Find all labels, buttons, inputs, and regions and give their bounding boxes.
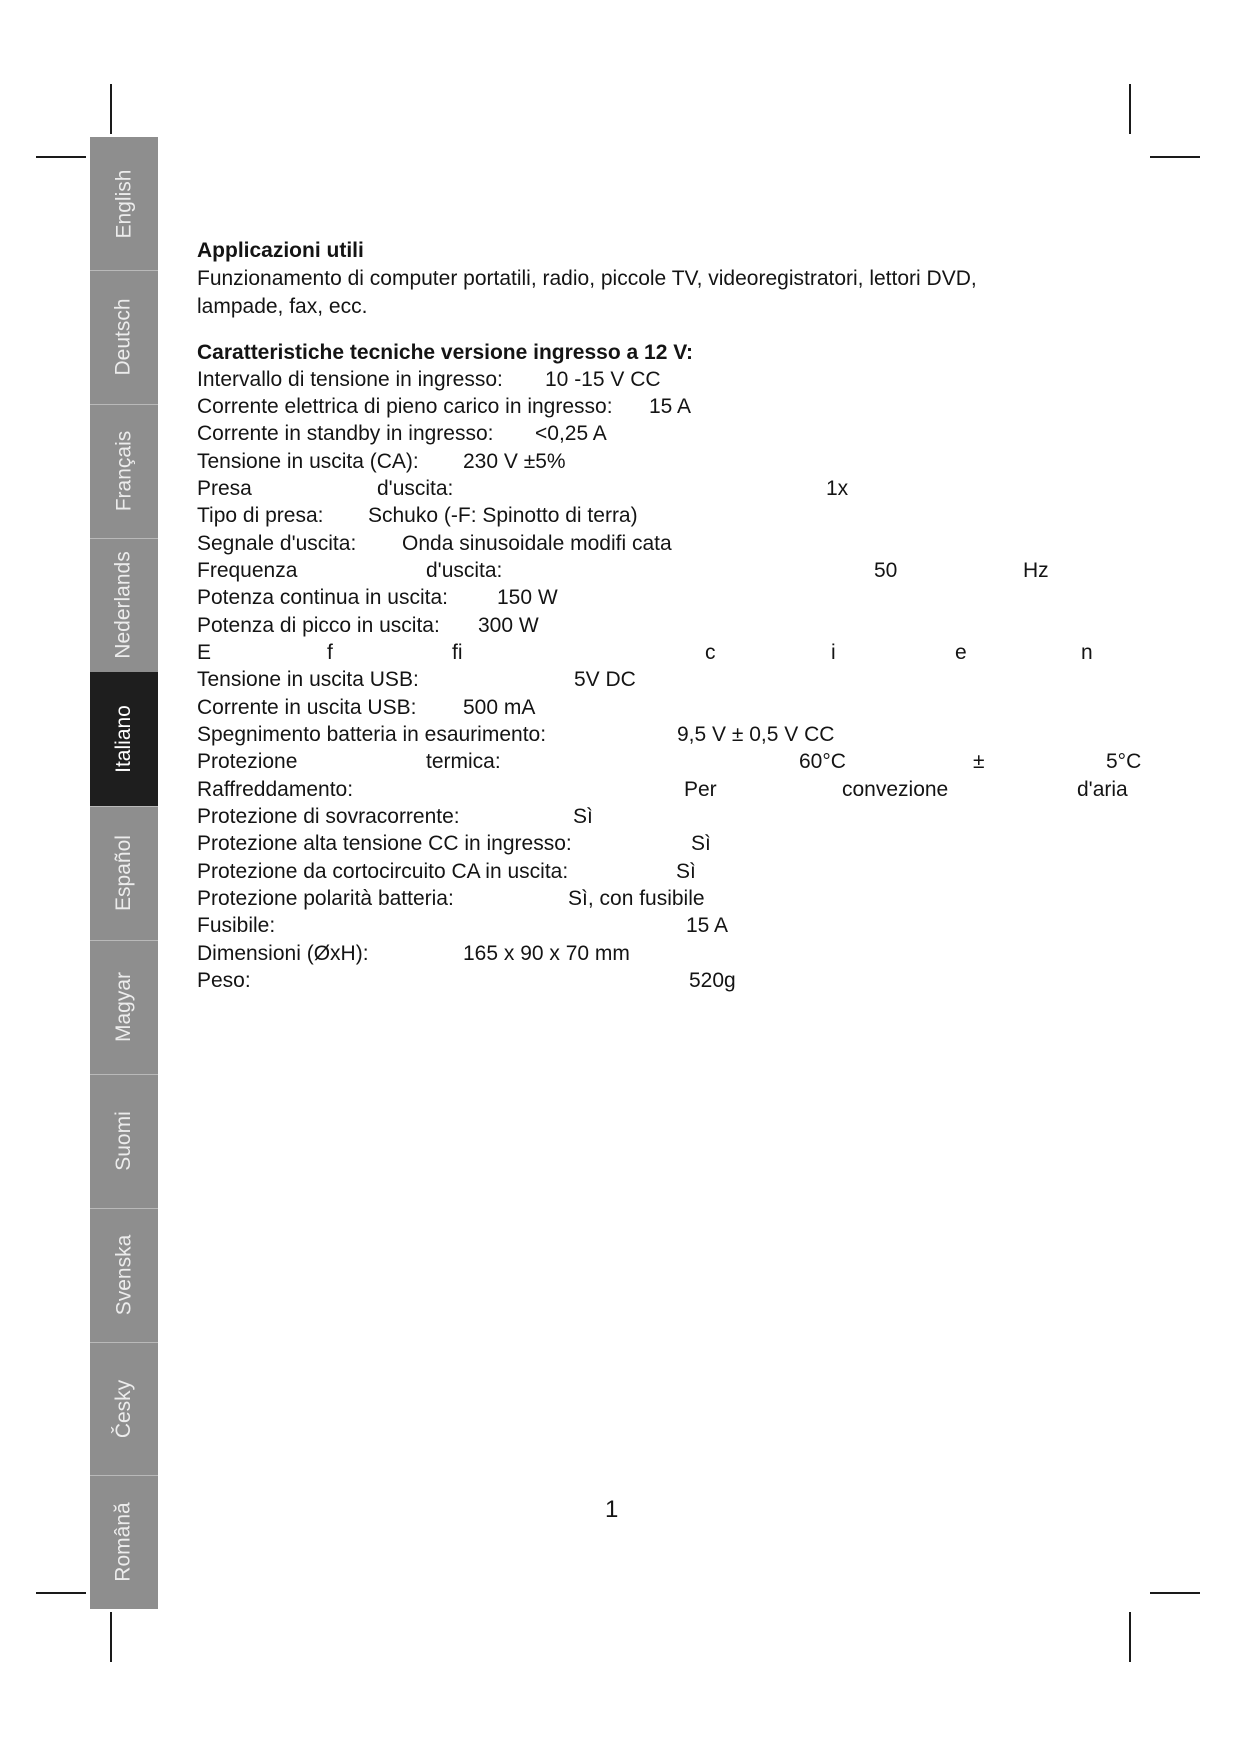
spec-label: Fusibile: <box>197 914 276 937</box>
spec-value: 15 A <box>686 914 729 937</box>
crop-mark-top-left-horizontal <box>36 156 86 158</box>
spec-row-thermal-protection <box>197 748 1197 775</box>
spec-label: Intervallo di tensione in ingresso: <box>197 368 503 391</box>
crop-mark-top-right-horizontal <box>1150 156 1200 158</box>
language-tab-cesky[interactable] <box>90 1342 158 1476</box>
language-tab-suomi[interactable] <box>90 1074 158 1209</box>
spec-label: Corrente in uscita USB: <box>197 696 417 719</box>
spec-label: Dimensioni (ØxH): <box>197 942 369 965</box>
spec-row-high-voltage-protection <box>197 830 1197 857</box>
spec-label: Potenza continua in uscita: <box>197 586 448 609</box>
spec-label: e <box>955 641 967 664</box>
spec-label: Segnale d'uscita: <box>197 532 357 555</box>
spec-value: 5°C <box>1106 750 1142 773</box>
spec-value: 165 x 90 x 70 mm <box>463 942 630 965</box>
spec-label: n <box>1081 641 1093 664</box>
spec-label: Protezione di sovracorrente: <box>197 805 460 828</box>
spec-label: Corrente elettrica di pieno carico in ingresso: <box>197 395 613 418</box>
spec-value: Schuko (-F: Spinotto di terra) <box>368 504 638 527</box>
language-tab-label: Česky <box>111 1379 135 1438</box>
spec-label: Raffreddamento: <box>197 778 354 801</box>
spec-label: fi <box>452 641 463 664</box>
language-tab-strip <box>90 137 158 1609</box>
spec-label: Protezione <box>197 750 298 773</box>
spec-value: <0,25 A <box>535 422 607 445</box>
spec-label: Frequenza <box>197 559 298 582</box>
language-tab-espanol[interactable] <box>90 806 158 941</box>
spec-label: E <box>197 641 212 664</box>
spec-row-usb-output-voltage <box>197 666 1197 693</box>
language-tab-italiano[interactable] <box>90 672 158 807</box>
spec-row-socket-type <box>197 502 1197 529</box>
spec-label: i <box>831 641 836 664</box>
spec-value: 9,5 V ± 0,5 V CC <box>677 723 835 746</box>
spec-value: 10 -15 V CC <box>545 368 661 391</box>
crop-mark-bottom-right-horizontal <box>1150 1592 1200 1594</box>
spec-value: Sì <box>676 860 696 883</box>
spec-value: 1x <box>826 477 849 500</box>
crop-mark-bottom-left-horizontal <box>36 1592 86 1594</box>
language-tab-label: Nederlands <box>112 551 135 659</box>
language-tab-deutsch[interactable] <box>90 270 158 405</box>
language-tab-label: Italiano <box>112 705 135 773</box>
spec-row-polarity-protection <box>197 885 1197 912</box>
spec-value: Per <box>684 778 717 801</box>
spec-row-peak-power <box>197 612 1197 639</box>
spec-label: Spegnimento batteria in esaurimento: <box>197 723 547 746</box>
spec-label: Presa <box>197 477 252 500</box>
spec-label: Peso: <box>197 969 251 992</box>
spec-value: Sì, con fusibile <box>568 887 705 910</box>
spec-label: Protezione alta tensione CC in ingresso: <box>197 832 572 855</box>
spec-label: Protezione da cortocircuito CA in uscita: <box>197 860 569 883</box>
language-tab-label: Suomi <box>112 1111 135 1171</box>
spec-label: termica: <box>426 750 501 773</box>
language-tab-label: Magyar <box>112 971 135 1043</box>
crop-mark-bottom-left-vertical <box>110 1612 112 1662</box>
spec-value: 5V DC <box>574 668 636 691</box>
spec-row-efficiency <box>197 639 1197 666</box>
spec-row-fuse <box>197 912 1197 939</box>
spec-row-low-battery-shutdown <box>197 721 1197 748</box>
spec-value: convezione <box>842 778 949 801</box>
spec-row-usb-output-current <box>197 694 1197 721</box>
spec-value: Onda sinusoidale modifi cata <box>402 532 672 555</box>
spec-value: 15 A <box>649 395 692 418</box>
spec-row-output-socket <box>197 475 1197 502</box>
spec-label: Potenza di picco in uscita: <box>197 614 440 637</box>
spec-row-cooling <box>197 776 1197 803</box>
language-tab-label: Deutsch <box>112 298 136 376</box>
language-tab-label: Español <box>112 835 136 911</box>
spec-value: 230 V ±5% <box>463 450 566 473</box>
spec-label: Tensione in uscita USB: <box>197 668 419 691</box>
language-tab-svenska[interactable] <box>90 1208 158 1343</box>
spec-value: Sì <box>573 805 593 828</box>
spec-value: Sì <box>691 832 711 855</box>
spec-label: Corrente in standby in ingresso: <box>197 422 494 445</box>
crop-mark-top-left-vertical <box>110 84 112 134</box>
spec-label: f <box>327 641 333 664</box>
applications-line: Funzionamento di computer portatili, radio, piccole TV, videoregistratori, lettori DVD, <box>197 267 977 290</box>
crop-mark-bottom-right-vertical <box>1129 1612 1131 1662</box>
spec-row-output-voltage <box>197 448 1197 475</box>
specs-heading: Caratteristiche tecniche versione ingresso a 12 V: <box>197 341 694 364</box>
spec-row-standby-current <box>197 420 1197 447</box>
spec-value: d'aria <box>1077 778 1128 801</box>
language-tab-nederlands[interactable] <box>90 538 158 673</box>
spec-row-dimensions <box>197 940 1197 967</box>
language-tab-label: Română <box>112 1502 136 1582</box>
language-tab-english[interactable] <box>90 137 158 271</box>
spec-value: 300 W <box>478 614 539 637</box>
applications-text <box>197 265 1077 320</box>
spec-row-weight <box>197 967 1197 994</box>
spec-value: 500 mA <box>463 696 536 719</box>
spec-row-short-circuit-protection <box>197 858 1197 885</box>
language-tab-romana[interactable] <box>90 1475 158 1609</box>
spec-value: 60°C <box>799 750 846 773</box>
spec-row-output-frequency <box>197 557 1197 584</box>
spec-label: Protezione polarità batteria: <box>197 887 454 910</box>
spec-value: Hz <box>1023 559 1049 582</box>
spec-value: 150 W <box>497 586 558 609</box>
spec-value: 50 <box>874 559 898 582</box>
language-tab-magyar[interactable] <box>90 940 158 1075</box>
spec-label: Tensione in uscita (CA): <box>197 450 419 473</box>
spec-label: Tipo di presa: <box>197 504 324 527</box>
language-tab-label: Français <box>112 430 135 512</box>
language-tab-label: English <box>112 169 136 238</box>
spec-value: 520g <box>689 969 736 992</box>
spec-row-continuous-power <box>197 584 1197 611</box>
language-tab-francais[interactable] <box>90 404 158 539</box>
spec-label: c <box>705 641 716 664</box>
spec-row-output-signal <box>197 530 1197 557</box>
spec-value: ± <box>973 750 985 773</box>
spec-row-overcurrent-protection <box>197 803 1197 830</box>
spec-label: d'uscita: <box>426 559 503 582</box>
crop-mark-top-right-vertical <box>1129 84 1131 134</box>
spec-row-input-voltage <box>197 366 1197 393</box>
applications-line: lampade, fax, ecc. <box>197 294 368 318</box>
applications-heading: Applicazioni utili <box>197 239 364 262</box>
spec-row-full-load-current <box>197 393 1197 420</box>
page-number: 1 <box>605 1496 619 1523</box>
language-tab-label: Svenska <box>112 1234 136 1316</box>
spec-label: d'uscita: <box>377 477 454 500</box>
